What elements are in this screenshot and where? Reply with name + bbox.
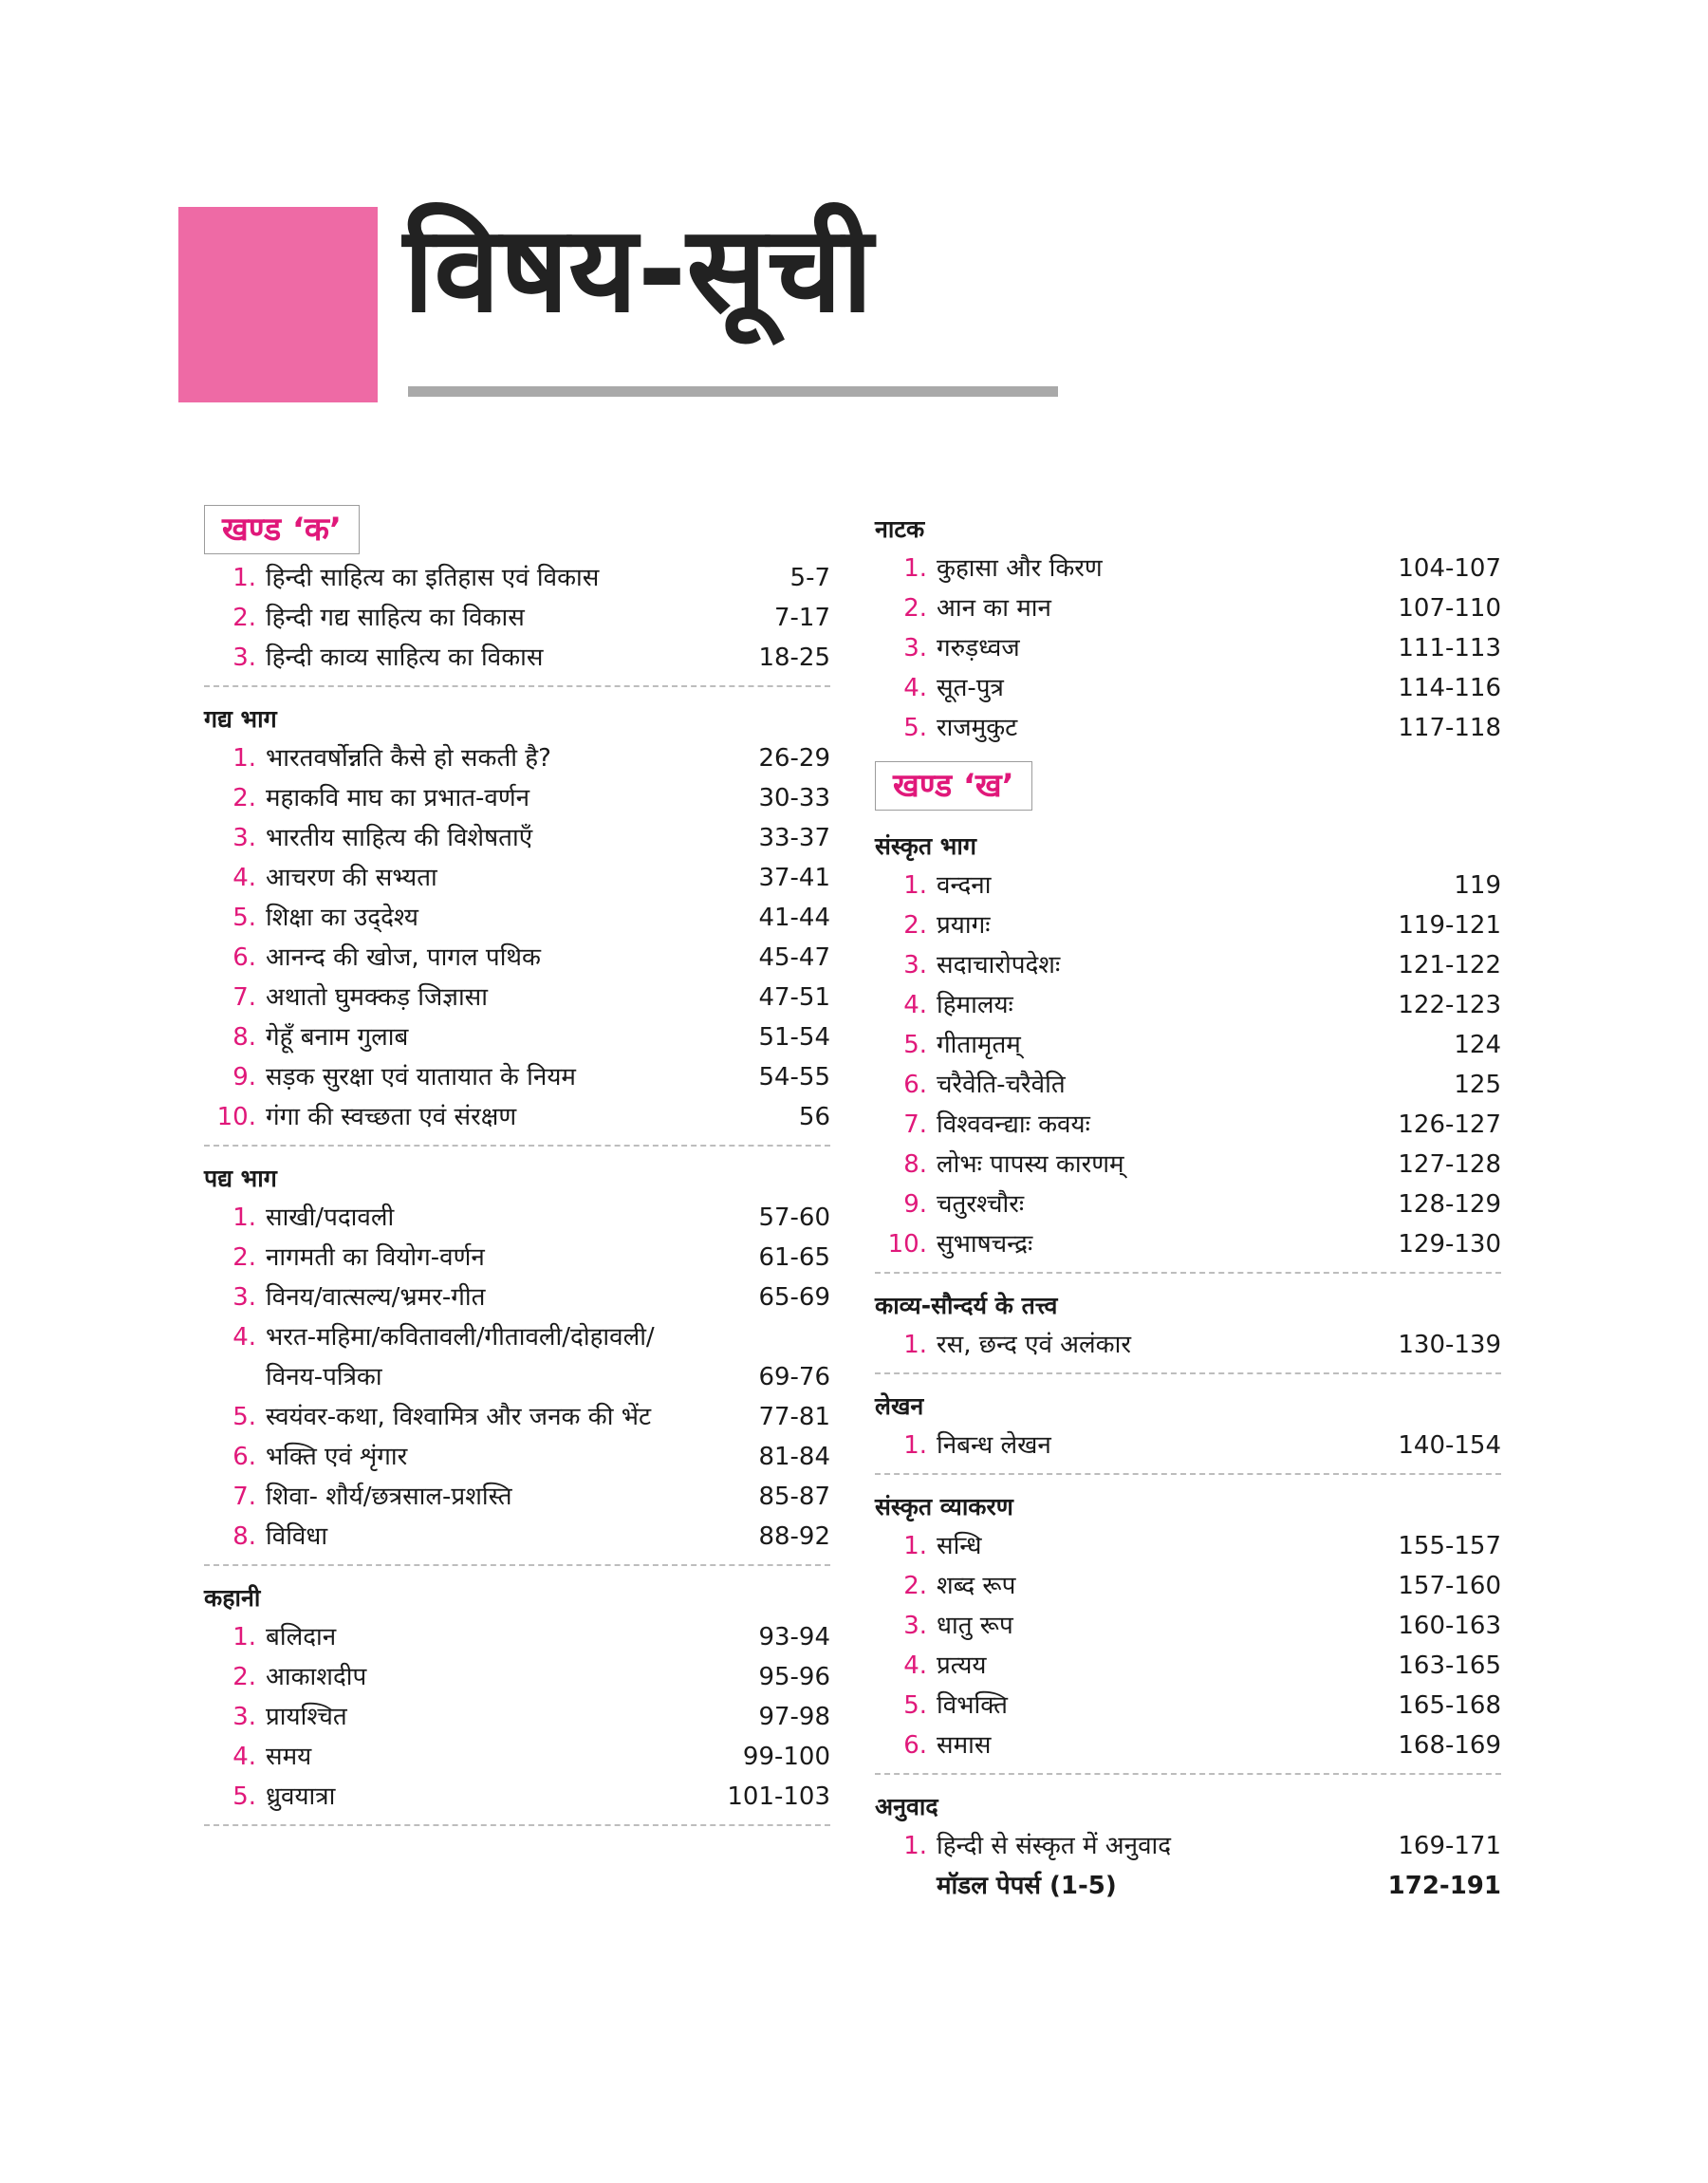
entry-number: 10. bbox=[216, 1103, 256, 1131]
entry-number: 1. bbox=[232, 1203, 256, 1232]
toc-entry[interactable] bbox=[875, 1105, 1501, 1145]
entry-number: 8. bbox=[232, 1023, 256, 1052]
section-title: कहानी bbox=[204, 1584, 261, 1612]
entry-number: 5. bbox=[903, 714, 927, 742]
entry-page: 165-168 bbox=[1398, 1691, 1501, 1720]
entry-number: 3. bbox=[232, 824, 256, 852]
toc-entry[interactable] bbox=[875, 1065, 1501, 1105]
entry-page: 41-44 bbox=[758, 904, 830, 932]
entry-title: गंगा की स्वच्छता एवं संरक्षण bbox=[266, 1103, 517, 1131]
entry-title: कुहासा और किरण bbox=[937, 554, 1103, 583]
toc-entry[interactable] bbox=[875, 1526, 1501, 1566]
entry-page: 5-7 bbox=[789, 564, 830, 592]
entry-page: 65-69 bbox=[758, 1283, 830, 1312]
entry-number: 3. bbox=[903, 1612, 927, 1640]
toc-entry[interactable] bbox=[204, 778, 830, 818]
entry-number: 10. bbox=[887, 1230, 927, 1259]
entry-page: 117-118 bbox=[1398, 714, 1501, 742]
entry-title: गरुड़ध्वज bbox=[937, 634, 1020, 662]
toc-section bbox=[875, 511, 1501, 756]
entry-page: 61-65 bbox=[758, 1243, 830, 1272]
entry-number: 4. bbox=[903, 1651, 927, 1680]
toc-entry[interactable] bbox=[875, 1224, 1501, 1264]
toc-entry[interactable] bbox=[875, 1646, 1501, 1686]
entry-number: 6. bbox=[232, 1443, 256, 1471]
entry-page: 122-123 bbox=[1398, 991, 1501, 1019]
toc-entry[interactable] bbox=[875, 668, 1501, 708]
entry-number: 5. bbox=[232, 1782, 256, 1811]
entry-number: 1. bbox=[903, 1832, 927, 1860]
section-title: काव्य-सौन्दर्य के तत्त्व bbox=[875, 1292, 1058, 1319]
entry-title: शिवा- शौर्य/छत्रसाल-प्रशस्ति bbox=[266, 1483, 512, 1511]
toc-entry[interactable] bbox=[875, 1826, 1501, 1866]
entry-page: 81-84 bbox=[758, 1443, 830, 1471]
entry-number: 1. bbox=[903, 554, 927, 583]
entry-title: आनन्द की खोज, पागल पथिक bbox=[266, 943, 542, 972]
right-column bbox=[875, 511, 1501, 1913]
toc-entry[interactable] bbox=[875, 549, 1501, 588]
toc-entry[interactable] bbox=[204, 738, 830, 778]
entry-title: स्वयंवर-कथा, विश्वामित्र और जनक की भेंट bbox=[266, 1403, 652, 1431]
entry-page: 169-171 bbox=[1398, 1832, 1501, 1860]
entry-number: 2. bbox=[232, 1243, 256, 1272]
toc-section bbox=[875, 828, 1501, 1274]
entry-page: 33-37 bbox=[758, 824, 830, 852]
entry-page: 57-60 bbox=[758, 1203, 830, 1232]
toc-section bbox=[204, 1579, 830, 1826]
entry-number: 6. bbox=[232, 943, 256, 972]
entry-page: 104-107 bbox=[1398, 554, 1501, 583]
toc-entry[interactable] bbox=[204, 1317, 830, 1357]
toc-entry[interactable] bbox=[875, 945, 1501, 985]
entry-page: 51-54 bbox=[758, 1023, 830, 1052]
entry-page: 125 bbox=[1454, 1071, 1501, 1099]
entry-page: 93-94 bbox=[758, 1623, 830, 1651]
section-title: गद्य भाग bbox=[204, 705, 277, 733]
entry-title: विनय/वात्सल्य/भ्रमर-गीत bbox=[266, 1283, 486, 1312]
entry-page: 107-110 bbox=[1398, 594, 1501, 623]
entry-page: 124 bbox=[1454, 1031, 1501, 1059]
entry-title: सन्धि bbox=[937, 1532, 982, 1560]
entry-page: 95-96 bbox=[758, 1663, 830, 1691]
entry-title: अथातो घुमक्कड़ जिज्ञासा bbox=[266, 983, 488, 1012]
entry-title: मॉडल पेपर्स (1-5) bbox=[937, 1872, 1117, 1900]
toc-entry[interactable] bbox=[875, 1726, 1501, 1765]
toc-entry[interactable] bbox=[204, 818, 830, 858]
entry-title: चरैवेति-चरैवेति bbox=[937, 1071, 1066, 1099]
toc-entry[interactable] bbox=[204, 1357, 830, 1397]
toc-entry[interactable] bbox=[875, 1606, 1501, 1646]
entry-number: 5. bbox=[903, 1691, 927, 1720]
section-title: पद्य भाग bbox=[204, 1165, 277, 1192]
entry-page: 121-122 bbox=[1398, 951, 1501, 980]
entry-number: 1. bbox=[232, 1623, 256, 1651]
entry-title: हिन्दी गद्य साहित्य का विकास bbox=[266, 604, 525, 632]
entry-page: 155-157 bbox=[1398, 1532, 1501, 1560]
entry-number: 3. bbox=[232, 1283, 256, 1312]
toc-section bbox=[204, 558, 830, 687]
toc-entry[interactable] bbox=[875, 628, 1501, 668]
entry-number: 3. bbox=[903, 951, 927, 980]
toc-entry[interactable] bbox=[204, 1697, 830, 1737]
entry-title: रस, छन्द एवं अलंकार bbox=[937, 1331, 1131, 1359]
entry-title: आन का मान bbox=[937, 594, 1051, 623]
toc-section bbox=[875, 1788, 1501, 1913]
toc-entry[interactable] bbox=[204, 1057, 830, 1097]
toc-entry[interactable] bbox=[204, 1198, 830, 1238]
entry-page: 128-129 bbox=[1398, 1190, 1501, 1219]
toc-entry[interactable] bbox=[204, 1397, 830, 1437]
entry-title: समास bbox=[937, 1731, 992, 1760]
entry-title: समय bbox=[266, 1743, 312, 1771]
decorative-pink-block bbox=[178, 207, 378, 402]
entry-title: हिन्दी साहित्य का इतिहास एवं विकास bbox=[266, 564, 600, 592]
entry-number: 2. bbox=[232, 784, 256, 812]
section-title: लेखन bbox=[875, 1392, 924, 1420]
entry-title: सुभाषचन्द्रः bbox=[937, 1230, 1033, 1259]
entry-page: 69-76 bbox=[758, 1363, 830, 1391]
entry-page: 126-127 bbox=[1398, 1110, 1501, 1139]
toc-section bbox=[875, 1287, 1501, 1374]
entry-page: 163-165 bbox=[1398, 1651, 1501, 1680]
entry-title: लोभः पापस्य कारणम् bbox=[937, 1150, 1124, 1179]
entry-title: विश्ववन्द्याः कवयः bbox=[937, 1110, 1090, 1139]
toc-entry[interactable] bbox=[875, 1145, 1501, 1185]
toc-entry[interactable] bbox=[204, 1238, 830, 1278]
entry-number: 4. bbox=[232, 864, 256, 892]
toc-section bbox=[875, 1488, 1501, 1775]
khand-ka-label: खण्ड ‘क’ bbox=[204, 505, 360, 554]
left-column bbox=[204, 505, 830, 1826]
toc-entry[interactable] bbox=[875, 1686, 1501, 1726]
entry-page: 129-130 bbox=[1398, 1230, 1501, 1259]
entry-page: 56 bbox=[798, 1103, 830, 1131]
entry-page: 97-98 bbox=[758, 1703, 830, 1731]
title-underline bbox=[408, 386, 1058, 397]
entry-title: भारतवर्षोन्नति कैसे हो सकती है? bbox=[266, 744, 551, 773]
entry-number: 2. bbox=[903, 1572, 927, 1600]
entry-page: 7-17 bbox=[773, 604, 830, 632]
page-title: विषय-सूची bbox=[403, 201, 873, 339]
entry-page: 127-128 bbox=[1398, 1150, 1501, 1179]
entry-number: 5. bbox=[232, 1403, 256, 1431]
entry-title: विविधा bbox=[266, 1522, 328, 1551]
entry-title: भारतीय साहित्य की विशेषताएँ bbox=[266, 824, 533, 852]
entry-number: 5. bbox=[232, 904, 256, 932]
entry-title: शब्द रूप bbox=[937, 1572, 1016, 1600]
entry-number: 1. bbox=[232, 744, 256, 773]
entry-page: 88-92 bbox=[758, 1522, 830, 1551]
entry-page: 157-160 bbox=[1398, 1572, 1501, 1600]
entry-number: 1. bbox=[903, 1331, 927, 1359]
toc-entry[interactable] bbox=[875, 1025, 1501, 1065]
toc-entry[interactable] bbox=[875, 1566, 1501, 1606]
entry-number: 7. bbox=[903, 1110, 927, 1139]
entry-title: ध्रुवयात्रा bbox=[266, 1782, 336, 1811]
section-title: अनुवाद bbox=[875, 1793, 938, 1820]
entry-title: गीतामृतम् bbox=[937, 1031, 1021, 1059]
entry-number: 1. bbox=[903, 1532, 927, 1560]
entry-page: 168-169 bbox=[1398, 1731, 1501, 1760]
toc-entry[interactable] bbox=[875, 1185, 1501, 1224]
entry-title: प्रत्यय bbox=[937, 1651, 987, 1680]
entry-title: प्रायश्चित bbox=[266, 1703, 347, 1731]
toc-entry[interactable] bbox=[875, 905, 1501, 945]
entry-title: महाकवि माघ का प्रभात-वर्णन bbox=[266, 784, 530, 812]
entry-number: 6. bbox=[903, 1071, 927, 1099]
toc-entry[interactable] bbox=[204, 938, 830, 978]
toc-entry[interactable] bbox=[875, 708, 1501, 748]
entry-title: गेहूँ बनाम गुलाब bbox=[266, 1023, 409, 1052]
toc-entry[interactable] bbox=[204, 858, 830, 898]
entry-title: विनय-पत्रिका bbox=[266, 1363, 382, 1391]
entry-title: हिन्दी काव्य साहित्य का विकास bbox=[266, 644, 544, 672]
toc-section bbox=[204, 700, 830, 1147]
toc-entry[interactable] bbox=[204, 1477, 830, 1517]
entry-page: 99-100 bbox=[742, 1743, 830, 1771]
toc-entry[interactable] bbox=[875, 1866, 1501, 1906]
entry-number: 6. bbox=[903, 1731, 927, 1760]
entry-title: शिक्षा का उद्‌देश्य bbox=[266, 904, 419, 932]
entry-number: 7. bbox=[232, 983, 256, 1012]
entry-title: वन्दना bbox=[937, 871, 992, 900]
entry-page: 45-47 bbox=[758, 943, 830, 972]
toc-entry[interactable] bbox=[875, 588, 1501, 628]
entry-page: 172-191 bbox=[1387, 1872, 1501, 1900]
toc-entry[interactable] bbox=[204, 1437, 830, 1477]
entry-number: 4. bbox=[232, 1743, 256, 1771]
entry-title: सदाचारोपदेशः bbox=[937, 951, 1061, 980]
entry-number: 4. bbox=[232, 1323, 256, 1352]
entry-number: 4. bbox=[903, 674, 927, 702]
entry-page: 111-113 bbox=[1398, 634, 1501, 662]
toc-entry[interactable] bbox=[204, 1278, 830, 1317]
entry-page: 114-116 bbox=[1398, 674, 1501, 702]
entry-number: 1. bbox=[903, 1431, 927, 1460]
entry-number: 1. bbox=[232, 564, 256, 592]
entry-title: धातु रूप bbox=[937, 1612, 1013, 1640]
entry-page: 85-87 bbox=[758, 1483, 830, 1511]
toc-entry[interactable] bbox=[204, 558, 830, 598]
entry-page: 130-139 bbox=[1398, 1331, 1501, 1359]
toc-entry[interactable] bbox=[204, 598, 830, 638]
toc-entry[interactable] bbox=[204, 638, 830, 678]
toc-entry[interactable] bbox=[204, 1097, 830, 1137]
toc-entry[interactable] bbox=[204, 1517, 830, 1557]
toc-entry[interactable] bbox=[875, 1325, 1501, 1365]
entry-page: 119-121 bbox=[1398, 911, 1501, 940]
toc-section bbox=[204, 1160, 830, 1566]
entry-number: 2. bbox=[903, 594, 927, 623]
entry-number: 8. bbox=[232, 1522, 256, 1551]
entry-page: 140-154 bbox=[1398, 1431, 1501, 1460]
section-title: संस्कृत भाग bbox=[875, 832, 976, 860]
toc-entry[interactable] bbox=[204, 1617, 830, 1657]
entry-page: 119 bbox=[1454, 871, 1501, 900]
entry-title: हिन्दी से संस्कृत में अनुवाद bbox=[937, 1832, 1172, 1860]
entry-page: 30-33 bbox=[758, 784, 830, 812]
entry-title: सूत-पुत्र bbox=[937, 674, 1004, 702]
entry-title: चतुरश्चौरः bbox=[937, 1190, 1025, 1219]
khand-kha-label: खण्ड ‘ख’ bbox=[875, 761, 1032, 811]
entry-title: भक्ति एवं शृंगार bbox=[266, 1443, 408, 1471]
entry-title: आचरण की सभ्यता bbox=[266, 864, 437, 892]
toc-entry[interactable] bbox=[875, 985, 1501, 1025]
entry-page: 160-163 bbox=[1398, 1612, 1501, 1640]
entry-number: 9. bbox=[232, 1063, 256, 1092]
entry-page: 37-41 bbox=[758, 864, 830, 892]
toc-section bbox=[875, 1388, 1501, 1475]
entry-page: 77-81 bbox=[758, 1403, 830, 1431]
entry-number: 1. bbox=[903, 871, 927, 900]
toc-entry[interactable] bbox=[875, 866, 1501, 905]
toc-entry[interactable] bbox=[875, 1426, 1501, 1465]
entry-number: 3. bbox=[232, 644, 256, 672]
toc-entry[interactable] bbox=[204, 1777, 830, 1817]
entry-title: साखी/पदावली bbox=[266, 1203, 395, 1232]
section-title: नाटक bbox=[875, 515, 925, 543]
entry-number: 5. bbox=[903, 1031, 927, 1059]
toc-entry[interactable] bbox=[204, 978, 830, 1017]
entry-number: 4. bbox=[903, 991, 927, 1019]
entry-number: 2. bbox=[903, 911, 927, 940]
entry-title: आकाशदीप bbox=[266, 1663, 367, 1691]
entry-number: 2. bbox=[232, 1663, 256, 1691]
entry-page: 18-25 bbox=[758, 644, 830, 672]
entry-number: 2. bbox=[232, 604, 256, 632]
entry-number: 3. bbox=[232, 1703, 256, 1731]
entry-title: भरत-महिमा/कवितावली/गीतावली/दोहावली/ bbox=[266, 1323, 655, 1352]
entry-title: प्रयागः bbox=[937, 911, 991, 940]
section-title: संस्कृत व्याकरण bbox=[875, 1493, 1013, 1521]
toc-entry[interactable] bbox=[204, 1017, 830, 1057]
entry-number: 8. bbox=[903, 1150, 927, 1179]
entry-number: 3. bbox=[903, 634, 927, 662]
entry-page: 101-103 bbox=[727, 1782, 830, 1811]
entry-title: विभक्ति bbox=[937, 1691, 1008, 1720]
entry-title: हिमालयः bbox=[937, 991, 1013, 1019]
entry-number: 9. bbox=[903, 1190, 927, 1219]
entry-page: 47-51 bbox=[758, 983, 830, 1012]
entry-title: बलिदान bbox=[266, 1623, 337, 1651]
entry-page: 26-29 bbox=[758, 744, 830, 773]
entry-title: निबन्ध लेखन bbox=[937, 1431, 1051, 1460]
entry-number: 7. bbox=[232, 1483, 256, 1511]
toc-entry[interactable] bbox=[204, 1657, 830, 1697]
entry-title: राजमुकुट bbox=[937, 714, 1018, 742]
entry-title: नागमती का वियोग-वर्णन bbox=[266, 1243, 485, 1272]
toc-entry[interactable] bbox=[204, 1737, 830, 1777]
entry-page: 54-55 bbox=[758, 1063, 830, 1092]
entry-title: सड़क सुरक्षा एवं यातायात के नियम bbox=[266, 1063, 576, 1092]
toc-entry[interactable] bbox=[204, 898, 830, 938]
